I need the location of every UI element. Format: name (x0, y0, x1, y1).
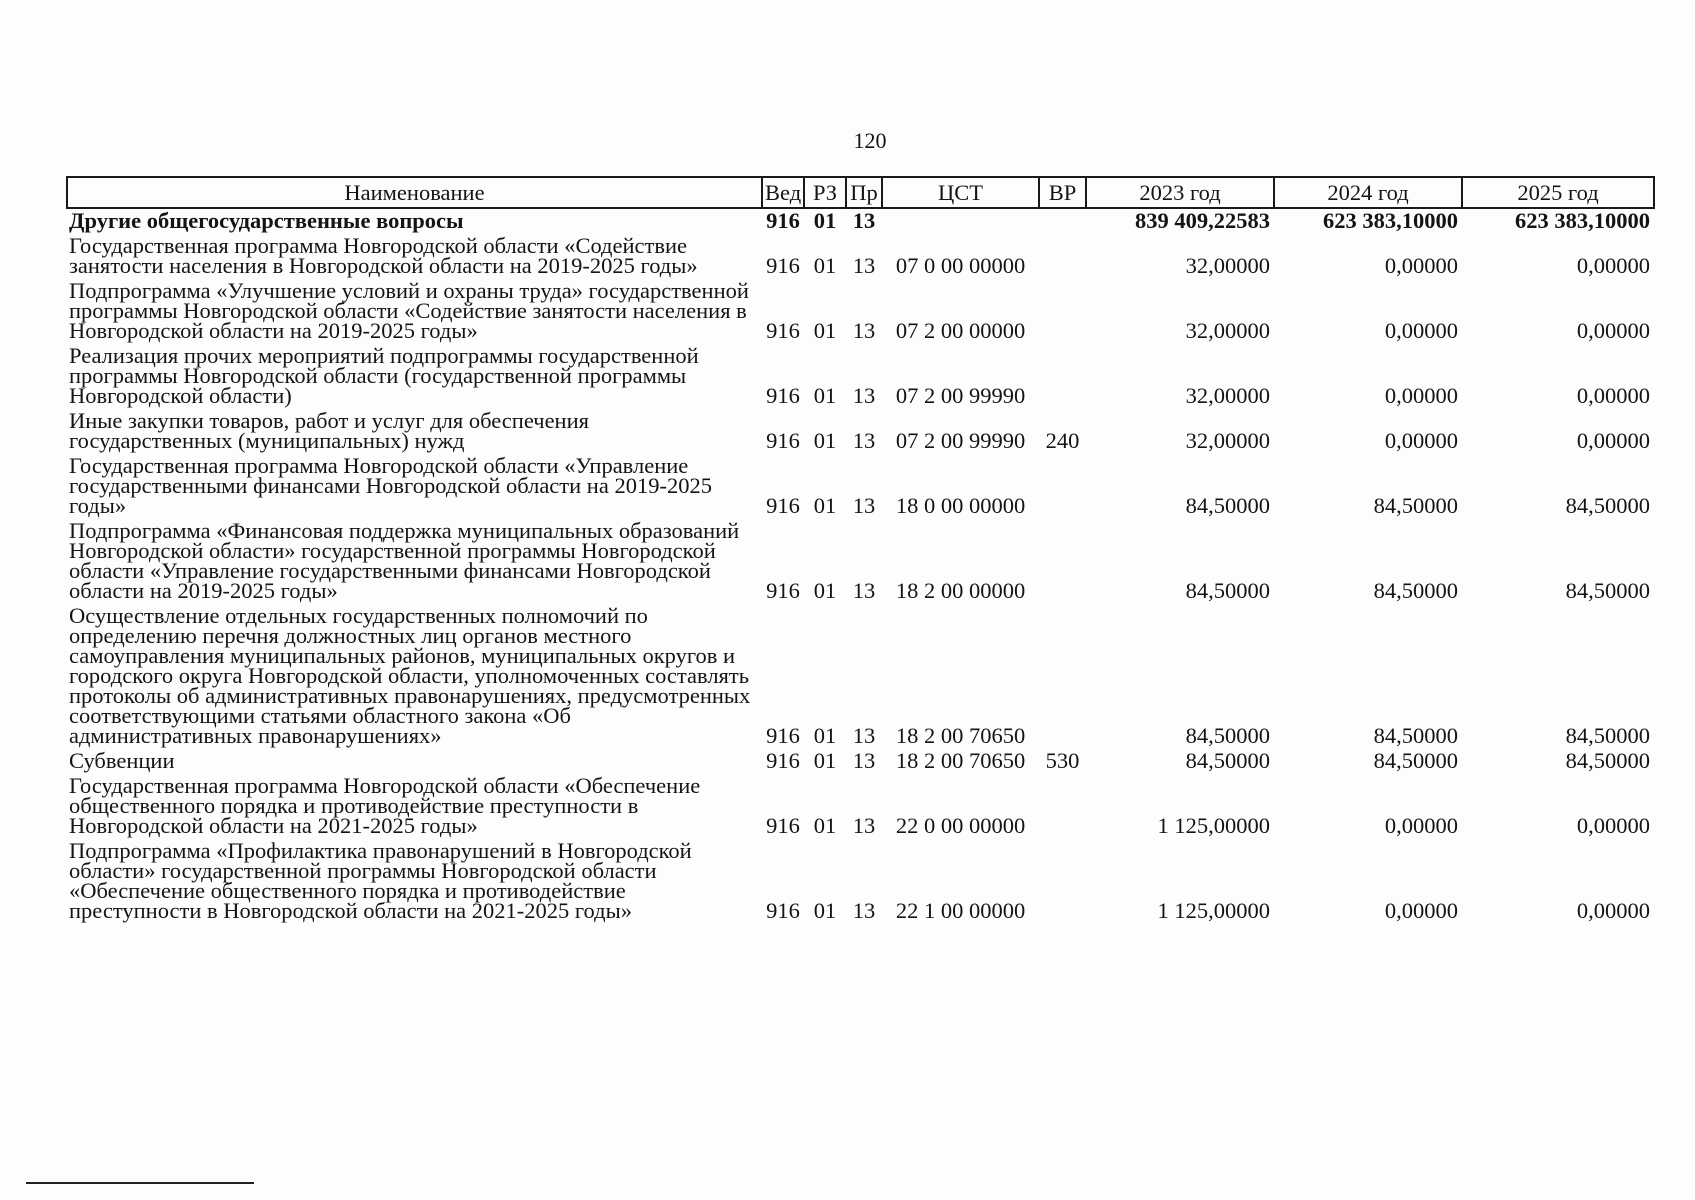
row-ved: 916 (766, 208, 800, 233)
column-header-2025: 2025 год (1462, 177, 1654, 208)
row-pr: 13 (852, 253, 876, 278)
row-pr: 13 (852, 208, 876, 233)
row-amount-2024: 84,50000 (1373, 723, 1458, 748)
row-amount-2025: 623 383,10000 (1515, 208, 1650, 233)
table-row (67, 519, 1654, 604)
row-amount-2025: 0,00000 (1576, 318, 1650, 343)
row-cst: 18 2 00 00000 (895, 578, 1026, 603)
row-amount-2025: 0,00000 (1576, 383, 1650, 408)
row-vr: 240 (1045, 428, 1080, 453)
table-row (67, 279, 1654, 344)
row-rz: 01 (813, 813, 837, 838)
table-row (67, 604, 1654, 749)
row-vr (1039, 774, 1086, 839)
row-name: Подпрограмма «Финансовая поддержка муниципальных образований Новгородской области» государственной программы Новгородской области «Управление государственными финансами Новгородской области на 2019-2025 годы» (69, 518, 740, 603)
row-pr: 13 (852, 318, 876, 343)
row-cst: 07 2 00 99990 (895, 428, 1026, 453)
column-header-pr: Пр (846, 177, 882, 208)
row-amount-2023: 1 125,00000 (1157, 813, 1270, 838)
row-cst: 07 0 00 00000 (895, 253, 1026, 278)
table-row (67, 774, 1654, 839)
row-amount-2024: 0,00000 (1384, 813, 1458, 838)
row-rz: 01 (813, 493, 837, 518)
row-vr (1039, 208, 1086, 234)
row-amount-2024: 84,50000 (1373, 748, 1458, 773)
row-pr: 13 (852, 383, 876, 408)
footnote-separator (26, 1182, 254, 1184)
row-cst: 22 1 00 00000 (895, 898, 1026, 923)
table-body (67, 208, 1654, 924)
row-amount-2025: 0,00000 (1576, 898, 1650, 923)
row-cst: 22 0 00 00000 (895, 813, 1026, 838)
row-name: Государственная программа Новгородской области «Управление государственными финансами Новгородской области на 2019-2025 годы» (69, 453, 712, 518)
row-pr: 13 (852, 578, 876, 603)
row-vr (1039, 604, 1086, 749)
row-name: Осуществление отдельных государственных полномочий по определению перечня должностных лиц органов местного самоуправления муниципальных районов, муниципальных округов и городского округа Новгородской области, уполномоченных составлять протоколы об административных правонарушениях, предусмотренных соответствующими статьями областного закона «Об административных правонарушениях» (69, 603, 751, 748)
column-header-rz: РЗ (804, 177, 846, 208)
row-cst: 18 2 00 70650 (895, 748, 1026, 773)
row-amount-2025: 84,50000 (1565, 723, 1650, 748)
row-rz: 01 (813, 723, 837, 748)
row-ved: 916 (766, 383, 800, 408)
row-amount-2023: 32,00000 (1185, 318, 1270, 343)
table-row (67, 234, 1654, 279)
row-amount-2025: 0,00000 (1576, 253, 1650, 278)
row-amount-2023: 84,50000 (1185, 723, 1270, 748)
column-header-2024: 2024 год (1274, 177, 1462, 208)
table-header-row (67, 177, 1654, 208)
row-ved: 916 (766, 748, 800, 773)
column-header-2023: 2023 год (1086, 177, 1274, 208)
row-pr: 13 (852, 428, 876, 453)
row-rz: 01 (813, 898, 837, 923)
row-rz: 01 (813, 208, 837, 233)
row-cst (882, 208, 1039, 234)
row-cst: 18 2 00 70650 (895, 723, 1026, 748)
row-ved: 916 (766, 253, 800, 278)
row-ved: 916 (766, 318, 800, 343)
row-ved: 916 (766, 493, 800, 518)
row-name: Государственная программа Новгородской области «Обеспечение общественного порядка и противодействие преступности в Новгородской области на 2021-2025 годы» (69, 773, 701, 838)
row-name: Государственная программа Новгородской области «Содействие занятости населения в Новгородской области на 2019-2025 годы» (69, 233, 698, 278)
row-ved: 916 (766, 723, 800, 748)
row-amount-2023: 32,00000 (1185, 383, 1270, 408)
row-ved: 916 (766, 428, 800, 453)
row-name: Иные закупки товаров, работ и услуг для обеспечения государственных (муниципальных) нужд (69, 408, 589, 453)
row-cst: 07 2 00 99990 (895, 383, 1026, 408)
row-pr: 13 (852, 723, 876, 748)
row-ved: 916 (766, 898, 800, 923)
column-header-name: Наименование (67, 177, 762, 208)
row-amount-2024: 0,00000 (1384, 428, 1458, 453)
row-rz: 01 (813, 748, 837, 773)
table-row (67, 344, 1654, 409)
row-amount-2024: 623 383,10000 (1323, 208, 1458, 233)
column-header-cst: ЦСТ (882, 177, 1039, 208)
row-vr (1039, 234, 1086, 279)
row-amount-2024: 0,00000 (1384, 318, 1458, 343)
row-name: Подпрограмма «Улучшение условий и охраны труда» государственной программы Новгородской области «Содействие занятости населения в Новгородской области на 2019-2025 годы» (69, 278, 749, 343)
page-number: 120 (853, 128, 887, 153)
table-row (67, 208, 1654, 234)
row-amount-2023: 32,00000 (1185, 428, 1270, 453)
row-name: Субвенции (69, 748, 175, 773)
row-vr (1039, 839, 1086, 924)
row-vr (1039, 344, 1086, 409)
budget-table (66, 176, 1655, 924)
row-vr (1039, 519, 1086, 604)
row-amount-2025: 0,00000 (1576, 813, 1650, 838)
row-pr: 13 (852, 898, 876, 923)
row-amount-2023: 84,50000 (1185, 578, 1270, 603)
table-row (67, 749, 1654, 774)
row-pr: 13 (852, 748, 876, 773)
row-rz: 01 (813, 383, 837, 408)
row-rz: 01 (813, 253, 837, 278)
row-amount-2025: 0,00000 (1576, 428, 1650, 453)
table-row (67, 839, 1654, 924)
row-rz: 01 (813, 318, 837, 343)
row-vr: 530 (1045, 748, 1080, 773)
row-rz: 01 (813, 428, 837, 453)
row-amount-2023: 84,50000 (1185, 748, 1270, 773)
row-pr: 13 (852, 493, 876, 518)
row-amount-2023: 84,50000 (1185, 493, 1270, 518)
row-amount-2025: 84,50000 (1565, 578, 1650, 603)
row-amount-2025: 84,50000 (1565, 748, 1650, 773)
row-amount-2024: 84,50000 (1373, 493, 1458, 518)
row-vr (1039, 279, 1086, 344)
row-ved: 916 (766, 813, 800, 838)
table-row (67, 409, 1654, 454)
row-rz: 01 (813, 578, 837, 603)
row-name: Реализация прочих мероприятий подпрограммы государственной программы Новгородской области (государственной программы Новгородской области) (69, 343, 699, 408)
row-amount-2023: 32,00000 (1185, 253, 1270, 278)
row-pr: 13 (852, 813, 876, 838)
row-amount-2024: 0,00000 (1384, 383, 1458, 408)
row-cst: 07 2 00 00000 (895, 318, 1026, 343)
column-header-vr: ВР (1039, 177, 1086, 208)
table-row (67, 454, 1654, 519)
row-amount-2023: 839 409,22583 (1135, 208, 1270, 233)
column-header-ved: Вед (762, 177, 804, 208)
row-amount-2024: 84,50000 (1373, 578, 1458, 603)
row-amount-2023: 1 125,00000 (1157, 898, 1270, 923)
row-name: Другие общегосударственные вопросы (69, 208, 464, 233)
row-amount-2024: 0,00000 (1384, 253, 1458, 278)
row-amount-2024: 0,00000 (1384, 898, 1458, 923)
row-ved: 916 (766, 578, 800, 603)
row-name: Подпрограмма «Профилактика правонарушений в Новгородской области» государственной программы Новгородской области «Обеспечение общественного порядка и противодействие преступности в Новгородской области на 2021-2025 годы» (69, 838, 692, 923)
row-amount-2025: 84,50000 (1565, 493, 1650, 518)
row-vr (1039, 454, 1086, 519)
row-cst: 18 0 00 00000 (895, 493, 1026, 518)
